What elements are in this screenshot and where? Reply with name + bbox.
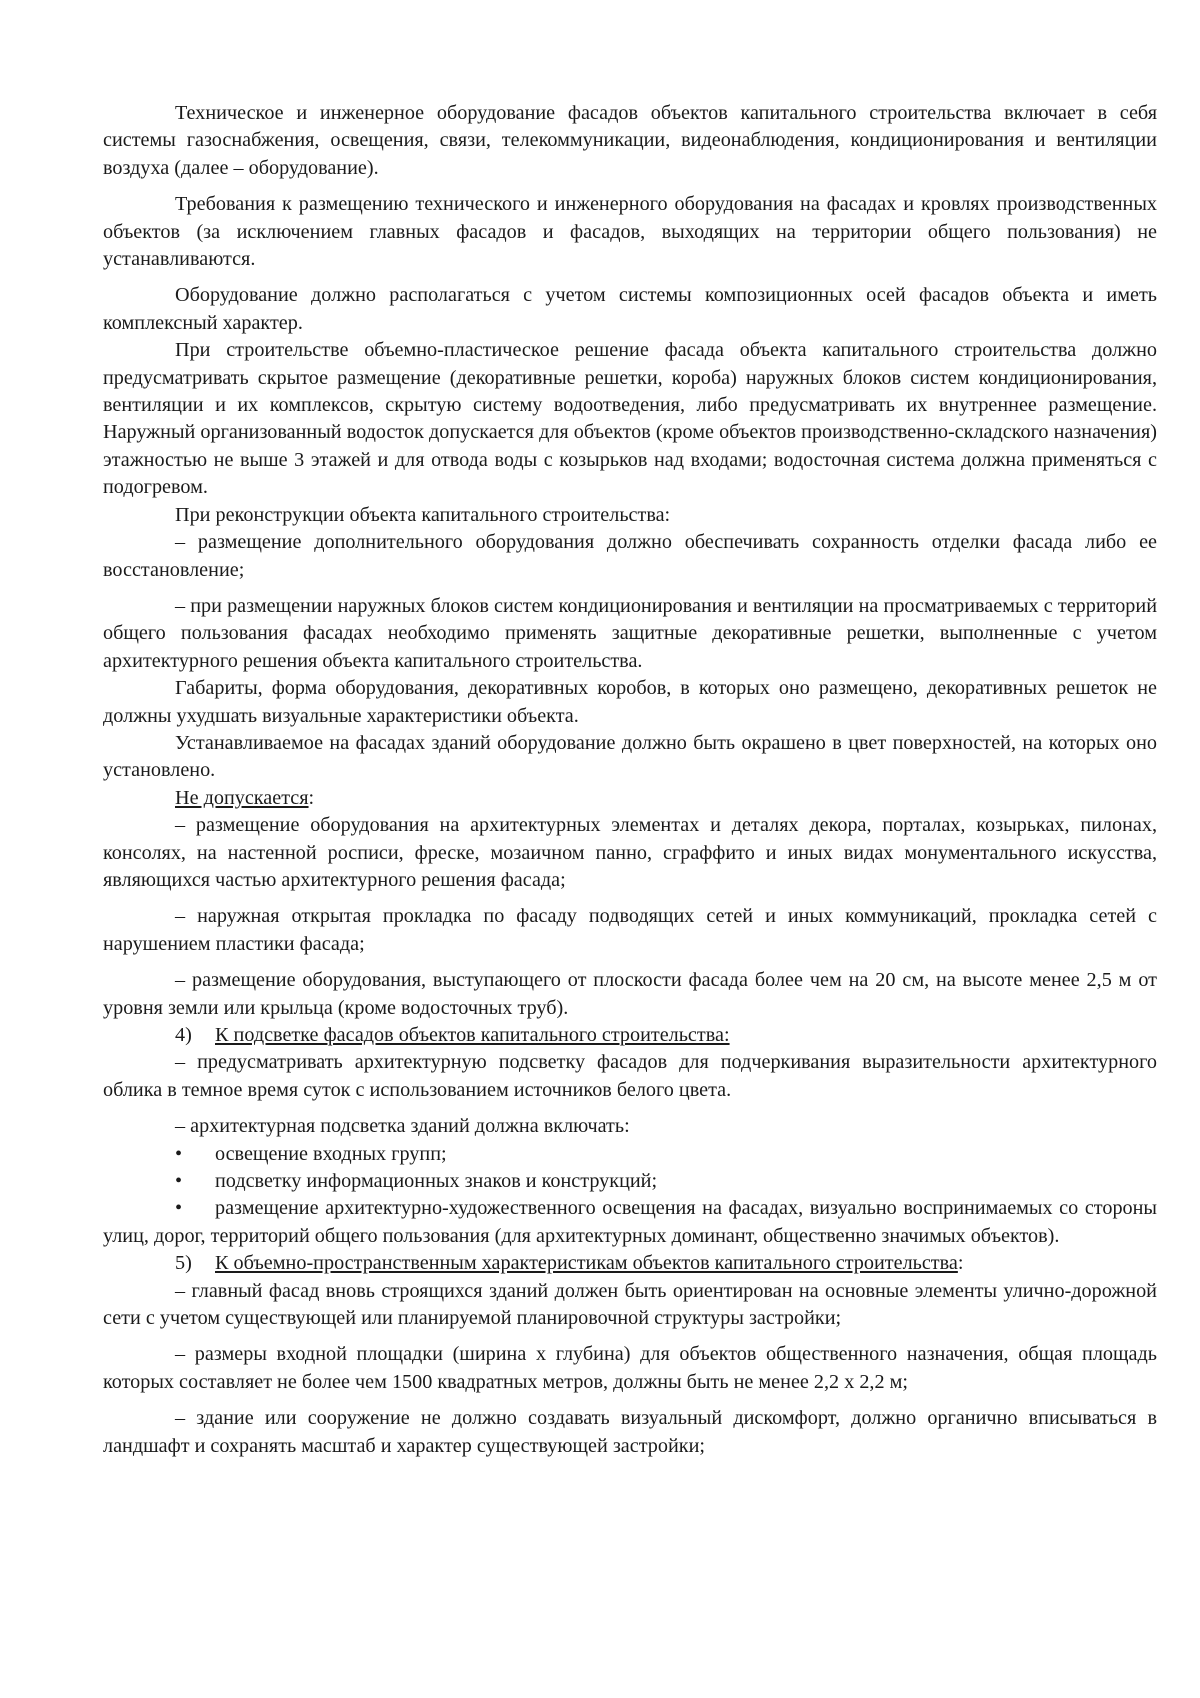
paragraph-main-facade: – главный фасад вновь строящихся зданий должен быть ориентирован на основные элементы улично-дорожной сети с учетом существующей или планируемой планировочной структуры застройки;: [103, 1279, 1157, 1330]
item-number: 5): [175, 1252, 192, 1275]
not-allowed-colon: :: [308, 786, 315, 809]
document-page: [103, 100, 1157, 1460]
bullet-text: освещение входных групп;: [215, 1142, 447, 1165]
bullet-item: [103, 1168, 1157, 1195]
heading-volume-characteristics: [103, 1250, 1157, 1277]
bullet-text: размещение архитектурно-художественного освещения на фасадах, визуально воспринимаемых со стороны улиц, дорог, территорий общего пользования (для архитектурных доминант, общественно значимых объектов).: [103, 1197, 1157, 1247]
bullet-icon: •: [175, 1142, 183, 1165]
bullet-icon: •: [175, 1197, 183, 1220]
paragraph-dimensions: Габариты, форма оборудования, декоративных коробов, в которых оно размещено, декоративных решеток не должны ухудшать визуальные характеристики объекта.: [103, 677, 1157, 727]
paragraph-entrance-platform: – размеры входной площадки (ширина х глубина) для объектов общественного назначения, общая площадь которых составляет не более чем 1500 квадратных метров, должны быть не менее 2,2 х 2,2 м;: [103, 1343, 1157, 1393]
heading-not-allowed: [103, 785, 1157, 812]
paragraph-decor-elements: – размещение оборудования на архитектурных элементах и деталях декора, порталах, козырьках, пилонах, консолях, на настенной росписи, фреске, мозаичном панно, сграффито и иных видах монументального искусства, являющихся частью архитектурного решения фасада;: [103, 814, 1157, 891]
paragraph-equipment-definition: Техническое и инженерное оборудование фасадов объектов капитального строительства включает в себя системы газоснабжения, освещения, связи, телекоммуникации, видеонаблюдения, кондиционирования и вентиляции воздуха (далее – оборудование).: [103, 102, 1157, 179]
paragraph-additional-equipment: – размещение дополнительного оборудования должно обеспечивать сохранность отделки фасада либо ее восстановление;: [103, 531, 1157, 581]
item-number: 4): [175, 1024, 192, 1046]
paragraph-lighting-includes: – архитектурная подсветка зданий должна включать:: [175, 1115, 630, 1138]
bullet-item: [103, 1195, 1157, 1250]
paragraph-open-laying: – наружная открытая прокладка по фасаду подводящих сетей и иных коммуникаций, прокладка сетей с нарушением пластики фасада;: [103, 905, 1157, 955]
paragraph-protruding-equipment: – размещение оборудования, выступающего от плоскости фасада более чем на 20 см, на высоте менее 2,5 м от уровня земли или крыльца (кроме водосточных труб).: [103, 969, 1157, 1019]
bullet-text: подсветку информационных знаков и конструкций;: [215, 1170, 658, 1193]
volume-characteristics-colon: :: [957, 1252, 964, 1275]
paragraph-equipment-color: Устанавливаемое на фасадах зданий оборудование должно быть окрашено в цвет поверхностей, на которых оно установлено.: [103, 731, 1157, 782]
paragraph-reconstruction: При реконструкции объекта капитального строительства:: [175, 503, 671, 526]
paragraph-architectural-lighting: – предусматривать архитектурную подсветку фасадов для подчеркивания выразительности архитектурного облика в темное время суток с использованием источников белого цвета.: [103, 1051, 1157, 1101]
paragraph-composition-axes: Оборудование должно располагаться с учетом системы композиционных осей фасадов объекта и иметь комплексный характер.: [103, 284, 1157, 334]
paragraph-visual-comfort: – здание или сооружение не должно создавать визуальный дискомфорт, должно органично вписываться в ландшафт и сохранять масштаб и характер существующей застройки;: [103, 1407, 1157, 1457]
volume-characteristics-title: К объемно-пространственным характеристикам объектов капитального строительства: [215, 1252, 958, 1275]
bullet-icon: •: [175, 1170, 183, 1193]
paragraph-outdoor-units: – при размещении наружных блоков систем кондиционирования и вентиляции на просматриваемых с территорий общего пользования фасадах необходимо применять защитные декоративные решетки, выполненные с учетом архитектурного решения объекта капитального строительства.: [103, 594, 1157, 672]
paragraph-construction: При строительстве объемно-пластическое решение фасада объекта капитального строительства должно предусматривать скрытое размещение (декоративные решетки, короба) наружных блоков систем кондиционирования, вентиляции и их комплексов, скрытую систему водоотведения, либо предусматривать их внутреннее размещение. Наружный организованный водосток допускается для объектов (кроме объектов производственно-складского назначения) этажностью не выше 3 этажей и для отвода воды с козырьков над входами; водосточная система должна применяться с подогревом.: [103, 339, 1157, 499]
facade-lighting-title: К подсветке фасадов объектов капитального строительства:: [215, 1024, 730, 1046]
paragraph-industrial-requirements: Требования к размещению технического и инженерного оборудования на фасадах и кровлях производственных объектов (за исключением главных фасадов и фасадов, выходящих на территории общего пользования) не устанавливаются.: [103, 193, 1157, 271]
heading-facade-lighting: [103, 1022, 1157, 1049]
bullet-item: [103, 1141, 1157, 1168]
not-allowed-label: Не допускается: [175, 786, 309, 809]
